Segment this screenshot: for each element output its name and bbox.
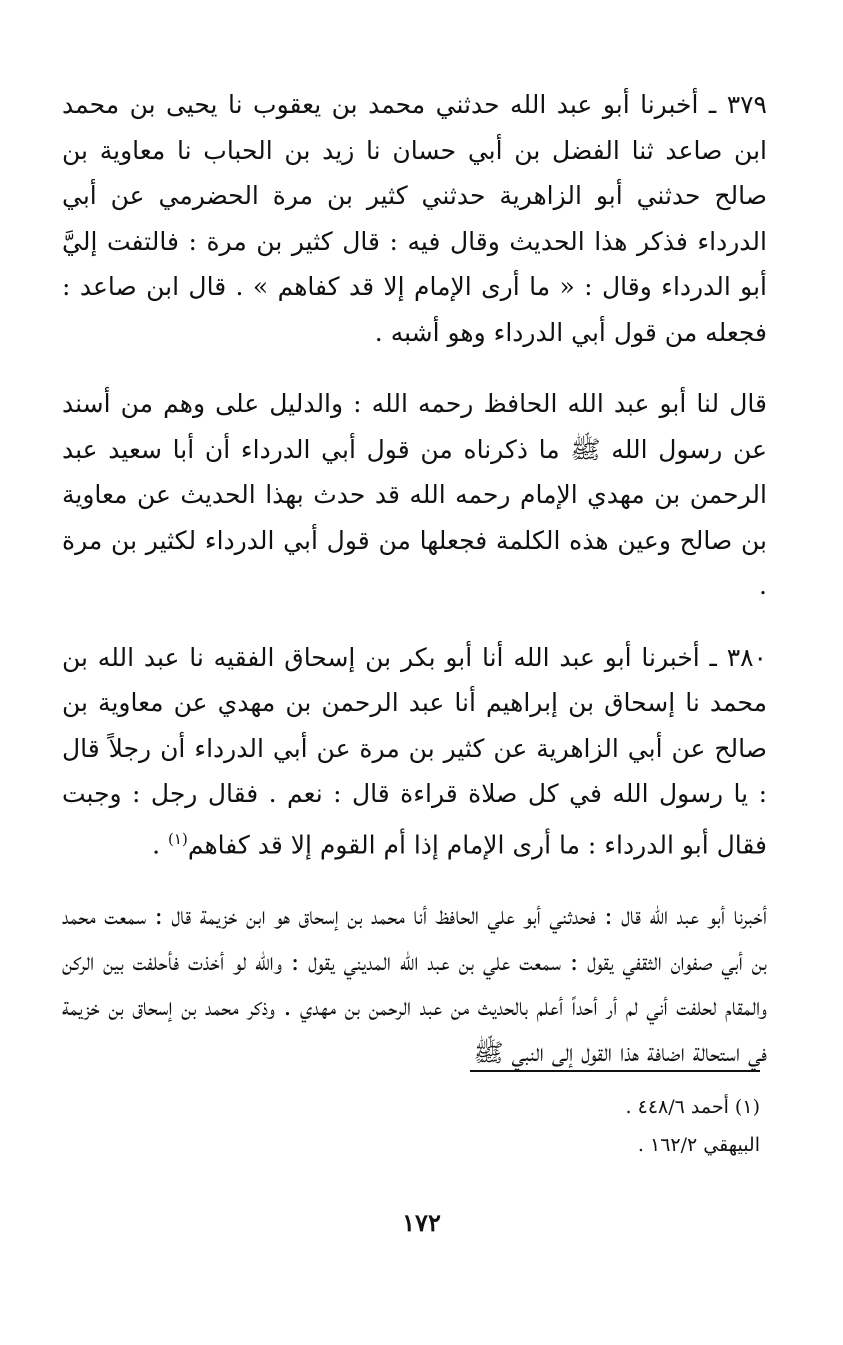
- footnote-1: (١) أحمد ٤٤٨/٦ .: [625, 1096, 760, 1118]
- hadith-380-text: ٣٨٠ ـ أخبرنا أبو عبد الله أنا أبو بكر بن إسحاق الفقيه نا عبد الله بن محمد نا إسحاق بن إبراهيم أنا عبد الرحمن بن مهدي عن معاوية بن صالح عن أبي الزاهرية عن كثير بن مرة عن أبي الدرداء أن رجلاً قال : يا رسول الله في كل صلاة قراءة قال : نعم . فقال رجل : وجبت فقال أبو الدرداء : ما أرى الإمام إذا أم القوم إلا قد كفاهم: [62, 642, 767, 859]
- commentary-paragraph: قال لنا أبو عبد الله الحافظ رحمه الله : والدليل على وهم من أسند عن رسول الله ﷺ ما ذكرناه من قول أبي الدرداء أن أبا سعيد عبد الرحمن بن مهدي الإمام رحمه الله قد حدث بهذا الحديث عن معاوية بن صالح وعين هذه الكلمة فجعلها من قول أبي الدرداء لكثير بن مرة .: [62, 389, 767, 600]
- footnote-marker: (١): [168, 829, 188, 848]
- ibn-khuzaymah-paragraph: أخبرنا أبو عبد الله قال : فحدثني أبو علي الحافظ أنا محمد بن إسحاق هو ابن خزيمة قال : سمعت محمد بن أبي صفوان الثقفي يقول : سمعت علي بن عبد الله المديني يقول : والله لو أخذت فأحلفت بين الركن والمقام لحلفت أني لم أر أحداً أعلم بالحديث من عبد الرحمن بن مهدي . وذكر محمد بن إسحاق بن خزيمة في استحالة اضافة هذا القول إلى النبي ﷺ: [62, 901, 767, 1067]
- hadith-380-end: .: [152, 829, 169, 859]
- page-number: ١٧٢: [402, 1208, 441, 1237]
- footnotes: [470, 1088, 760, 1164]
- footnote-2: البيهقي ١٦٢/٢ .: [637, 1134, 760, 1156]
- page-body: [62, 82, 767, 1075]
- hadith-380-paragraph: [62, 635, 767, 868]
- paragraph-spacer: [62, 867, 767, 893]
- paragraph-spacer: [62, 609, 767, 635]
- hadith-379-paragraph: ٣٧٩ ـ أخبرنا أبو عبد الله حدثني محمد بن يعقوب نا يحيى بن محمد ابن صاعد ثنا الفضل بن أبي حسان نا زيد بن الحباب نا معاوية بن صالح حدثني أبو الزاهرية حدثني كثير بن مرة الحضرمي عن أبي الدرداء فذكر هذا الحديث وقال فيه : قال كثير بن مرة : فالتفت إليَّ أبو الدرداء وقال : « ما أرى الإمام إلا قد كفاهم » . قال ابن صاعد : فجعله من قول أبي الدرداء وهو أشبه .: [62, 90, 767, 347]
- footnote-divider: [470, 1070, 760, 1072]
- paragraph-spacer: [62, 355, 767, 381]
